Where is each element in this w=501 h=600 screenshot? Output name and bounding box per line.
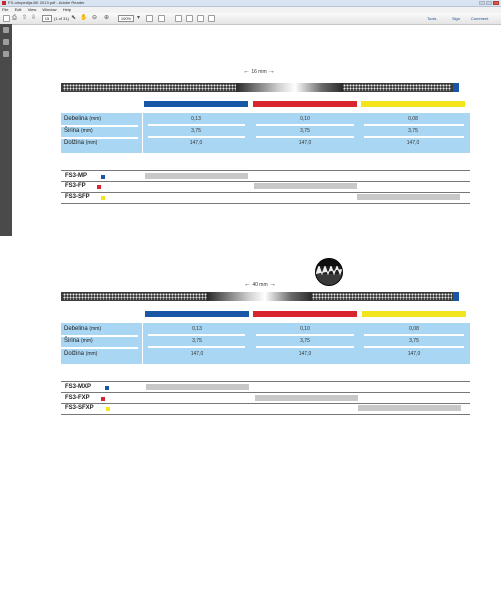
attachments-icon[interactable] <box>3 39 9 45</box>
menu-help[interactable]: Help <box>62 7 71 12</box>
cell-value: 3,75 <box>192 338 202 344</box>
share-icon[interactable] <box>208 15 215 22</box>
cell-value: 3,75 <box>409 338 419 344</box>
zoom-out-icon[interactable]: ⊖ <box>92 15 98 21</box>
color-band-red <box>253 101 357 107</box>
product-name: FS3-FXP <box>65 395 90 401</box>
row-label-sirina: Širina (mm) <box>64 338 93 344</box>
row-label-debelina: Debelina (mm) <box>64 326 102 332</box>
cell-value: 147,0 <box>407 351 421 357</box>
spec-table-2 <box>61 323 470 364</box>
next-page-icon[interactable]: ⇩ <box>31 15 37 21</box>
open-file-icon[interactable] <box>3 15 10 22</box>
product-name: FS3-MXP <box>65 384 92 390</box>
window-title: FS-ortopedija-BK 2013.pdf - Adobe Reader <box>8 0 85 5</box>
comment-link[interactable]: Comment <box>471 16 489 21</box>
row-label-debelina: Debelina (mm) <box>64 116 102 122</box>
zoom-in-icon[interactable]: ⊕ <box>104 15 110 21</box>
availability-bar <box>357 194 460 200</box>
page-count: (1 of 31) <box>54 16 69 21</box>
color-band-yellow <box>361 101 465 107</box>
sign-icon[interactable] <box>197 15 204 22</box>
availability-bar <box>145 173 248 179</box>
print-icon[interactable]: ⎙ <box>12 15 17 21</box>
product-list-1 <box>61 170 470 204</box>
cell-value: 147,0 <box>190 351 204 357</box>
row-label-sirina: Širina (mm) <box>64 128 93 134</box>
hand-tool-icon[interactable]: ✋ <box>80 15 88 21</box>
dimension-label-1: ← 16 mm → <box>242 68 276 75</box>
select-tool-icon[interactable]: ⬉ <box>71 15 77 21</box>
color-band-yellow <box>362 311 466 317</box>
sign-link[interactable]: Sign <box>452 16 461 21</box>
red-swatch <box>101 397 105 401</box>
saw-blade-image-2 <box>61 292 459 301</box>
maximize-button[interactable] <box>486 1 492 5</box>
menu-view[interactable]: View <box>27 7 37 12</box>
yellow-swatch <box>101 196 105 200</box>
cell-value: 0,10 <box>300 116 310 122</box>
zoom-input[interactable]: 100% <box>118 15 134 22</box>
navigation-pane <box>0 24 12 236</box>
product-list-2 <box>61 381 470 415</box>
cell-value: 147,0 <box>406 140 420 146</box>
cell-value: 0,08 <box>409 326 419 332</box>
window-titlebar <box>0 0 501 7</box>
cell-value: 147,0 <box>298 140 312 146</box>
saw-tooth-detail-icon <box>315 258 343 286</box>
comment-icon[interactable] <box>186 15 193 22</box>
page-number-input[interactable]: 15 <box>42 15 52 22</box>
row-label-dolzina: Dolžina (mm) <box>64 351 98 357</box>
cell-value: 3,75 <box>191 128 201 134</box>
left-arrow-icon: ← <box>242 68 250 75</box>
row-label-dolzina: Dolžina (mm) <box>64 140 98 146</box>
menu-edit[interactable]: Edit <box>14 7 22 12</box>
minimize-button[interactable] <box>479 1 485 5</box>
product-name: FS3-SFP <box>65 194 90 200</box>
zoom-dropdown-icon[interactable]: ▾ <box>137 15 141 21</box>
availability-bar <box>358 405 461 411</box>
cell-value: 0,13 <box>191 116 201 122</box>
cell-value: 0,08 <box>408 116 418 122</box>
cell-value: 0,10 <box>300 326 310 332</box>
product-name: FS3-MP <box>65 173 88 179</box>
tools-link[interactable]: Tools <box>427 16 437 21</box>
red-swatch <box>97 185 101 189</box>
spec-table-1 <box>61 113 470 153</box>
color-band-blue <box>144 101 248 107</box>
dimension-label-2: ← 40 mm → <box>243 281 277 288</box>
blue-swatch <box>105 386 109 390</box>
left-arrow-icon: ← <box>243 281 251 288</box>
product-name: FS3-SFXP <box>65 405 94 411</box>
cell-value: 147,0 <box>189 140 203 146</box>
blue-swatch <box>101 175 105 179</box>
cell-value: 3,75 <box>300 128 310 134</box>
availability-bar <box>254 183 357 189</box>
color-band-red <box>253 311 357 317</box>
fit-page-icon[interactable] <box>146 15 153 22</box>
bookmarks-icon[interactable] <box>3 51 9 57</box>
toolbar <box>0 13 501 25</box>
yellow-swatch <box>106 407 110 411</box>
menu-file[interactable]: File <box>2 7 9 12</box>
right-arrow-icon: → <box>269 281 277 288</box>
page-thumbnails-icon[interactable] <box>3 27 9 33</box>
right-arrow-icon: → <box>268 68 276 75</box>
previous-page-icon[interactable]: ⇧ <box>22 15 28 21</box>
availability-bar <box>146 384 249 390</box>
cell-value: 147,0 <box>298 351 312 357</box>
product-name: FS3-FP <box>65 183 86 189</box>
fit-width-icon[interactable] <box>158 15 165 22</box>
menu-window[interactable]: Window <box>42 7 57 12</box>
availability-bar <box>255 395 358 401</box>
color-band-blue <box>145 311 249 317</box>
adobe-reader-icon <box>2 1 6 5</box>
cell-value: 3,75 <box>300 338 310 344</box>
saw-blade-image-1 <box>61 83 459 92</box>
save-icon[interactable] <box>175 15 182 22</box>
cell-value: 3,75 <box>408 128 418 134</box>
cell-value: 0,13 <box>192 326 202 332</box>
close-window-button[interactable] <box>493 1 499 5</box>
